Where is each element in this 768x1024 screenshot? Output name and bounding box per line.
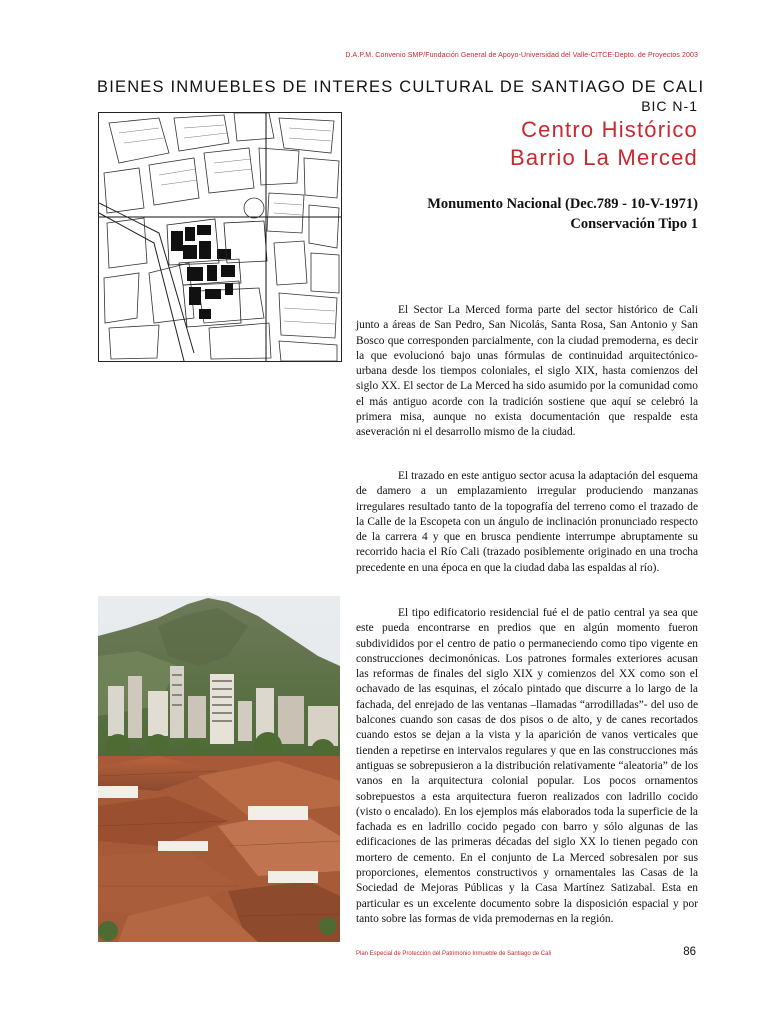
header-credit: D.A.P.M. Convenio SMP/Fundación General de Apoyo-Universidad del Valle-CITCE-Depto. de Proyectos 2003 [345, 52, 698, 59]
paragraph-2 [356, 469, 698, 576]
paragraph-3 [356, 606, 698, 927]
bic-code: BIC N-1 [641, 98, 698, 114]
la-merced-aerial-photo [98, 596, 340, 942]
photo-illustration [98, 596, 340, 942]
urban-block-map [98, 112, 342, 362]
page-number: 86 [683, 946, 696, 958]
paragraph-1-text: El Sector La Merced forma parte del sector histórico de Cali junto a áreas de San Pedro, San Nicolás, Santa Rosa, San Antonio y San Bosco que corresponden parcialmente, con la ciudad premoderna, es decir la que evolucionó bajo unas fórmulas de continuidad arquitectónico-urbana desde los tiempos coloniales, el siglo XIX, hasta comienzos del siglo XX. El sector de La Merced ha sido asumido por la comunidad como el más antiguo acorde con la tradición sostiene que aquí se celebró la primera misa, aunque no exista documentación que respalde esta aseveración ni el desarrollo mismo de la ciudad. [356, 304, 698, 439]
paragraph-2-text: El trazado en este antiguo sector acusa la adaptación del esquema de damero a un emplazamiento irregular produciendo manzanas irregulares resultado tanto de la topografía del terreno como el trazado de la Calle de la Escopeta con un ángulo de inclinación pronunciado respecto de la carrera 4 y que en brusca pendiente interrumpe abruptamente su recorrido hacia el Río Cali (trazado posiblemente originado en una trocha precedente en una época en que la ciudad daba las espaldas al río). [356, 470, 698, 574]
footer-plan-note: Plan Especial de Protección del Patrimonio Inmueble de Santiago de Cali [356, 951, 552, 957]
paragraph-3-text: El tipo edificatorio residencial fué el de patio central ya sea que este pueda encontrarse en predios que en algún momento fueron subdivididos por el centro de patio o permaneciendo como tipo vigente en construcciones decimonónicas. Los patrones formales exteriores acusan las reformas de finales del siglo XIX y comienzos del XX como son el ochavado de las esquinas, el zócalo pintado que discurre a lo largo de la fachada, del enrejado de las ventanas –llamadas “arrodilladas”- del uso de balcones cuando son casas de dos pisos o de alto, y de canes recortados cuando estos se dejan a la vista y la aparición de vanos verticales que tienden a repetirse en intervalos regulares y que en las construcciones más antiguas se sobrepusieron a la distribución relativamente “aleatoria” de los vanos en la arquitectura colonial popular. Los pocos ornamentos sobrepuestos a esta arquitectura fueron realizados con ladrillo cocido (visto o encalado). En los ejemplos más elaborados toda la superficie de la fachada es en ladrillo cocido pegado con barro y sólo algunas de las edificaciones de las primeras décadas del siglo XX lo tienen pegado con mortero de cemento. En el conjunto de La Merced sobresalen por sus proporciones, elementos constructivos y ornamentales las Casas de la Sociedad de Mejoras Públicas y la Casa Martínez Satizabal. Esta en particular es un excelente documento sobre la disposición espacial y por tanto sobre las formas de vida premodernas en la región. [356, 607, 698, 925]
conservation-type: Conservación Tipo 1 [570, 216, 698, 232]
document-title: BIENES INMUEBLES DE INTERES CULTURAL DE SANTIAGO DE CALI [97, 78, 705, 96]
paragraph-1 [356, 303, 698, 441]
subtitle-barrio-la-merced: Barrio La Merced [510, 145, 698, 170]
map-drawing [99, 113, 341, 361]
monument-declaration: Monumento Nacional (Dec.789 - 10-V-1971) [427, 196, 698, 212]
subtitle-centro-historico: Centro Histórico [521, 117, 698, 142]
